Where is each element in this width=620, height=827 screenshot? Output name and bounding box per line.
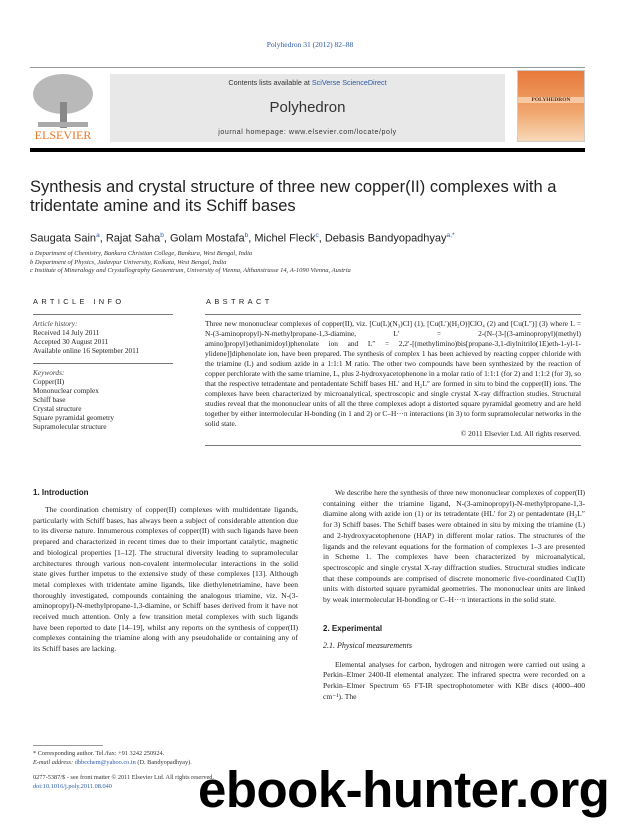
divider	[33, 745, 103, 746]
affil-link[interactable]: a	[96, 232, 100, 239]
divider	[33, 314, 173, 315]
subsection-heading: 2.1. Physical measurements	[323, 640, 413, 650]
affil-link[interactable]: b	[160, 232, 164, 239]
keywords-label: Keywords:	[33, 368, 65, 377]
divider	[30, 148, 585, 152]
affiliations	[30, 250, 590, 276]
cover-title: POLYHEDRON	[518, 97, 584, 103]
author-list: Saugata Sain$^a$, Rajat Saha$^b$, Golam Mostafa$^b$, Michel Fleck$^c$, Debasis Bandyopadhyay$^{a,*}$	[30, 232, 455, 245]
history-label: Article history:	[33, 319, 78, 328]
journal-header	[110, 74, 505, 142]
paragraph: We describe here the synthesis of three new mononuclear complexes of copper(II) containing either the triamine ligand, N-(3-aminopropyl)-N-methylpropane-1,3-diamine along with azide ion (1) or its tetradentate (HL′ for 2) or pentadentate (H₂L″ for 3) Schiff bases. The Schiff bases were obtained in situ by mixing the triamine (L) and 2-hydroxyacetophenone (HAP) in different molar ratios. The structures of the ligands and the relevant equations for the formation of complexes 1–3 are presented in Scheme 1. The complexes have been characterized by microanalytical, spectroscopic and single crystal X-ray diffraction studies. Structural studies indicate that these compounds are comprised of discrete monomeric five-coordinated Cu(II) units with distorted square pyramidal geometries. The mononuclear units are linked by weak intermolecular H-bonding or C–H···π interactions in the solid state.	[323, 488, 585, 605]
divider	[33, 363, 173, 364]
article-info	[33, 314, 173, 431]
divider	[205, 314, 581, 315]
keyword: Square pyramidal geometry	[33, 413, 115, 422]
author: Debasis Bandyopadhyay	[324, 232, 447, 245]
watermark: ebook-hunter.org	[198, 761, 610, 818]
divider	[205, 445, 581, 446]
journal-homepage[interactable]: journal homepage: www.elsevier.com/locate/poly	[218, 129, 397, 136]
keyword: Mononuclear complex	[33, 386, 99, 395]
affiliation: a Department of Chemistry, Bankura Christian College, Bankura, West Bengal, India	[30, 250, 253, 257]
author: Saugata Sain	[30, 232, 97, 245]
corresponding-author: * Corresponding author. Tel./fax: +91 3242 250924.	[33, 750, 165, 757]
elsevier-logo	[28, 72, 98, 142]
abstract-heading: ABSTRACT	[206, 297, 273, 306]
right-column	[323, 488, 585, 703]
section-heading: 2. Experimental	[323, 623, 383, 633]
affil-link[interactable]: a,*	[446, 232, 455, 239]
section-heading: 1. Introduction	[33, 488, 89, 497]
history-item: Available online 16 September 2011	[33, 346, 140, 355]
abstract	[205, 314, 581, 446]
author: Michel Fleck	[254, 232, 316, 245]
issn-line: 0277-5387/$ - see front matter © 2011 Elsevier Ltd. All rights reserved.	[33, 774, 214, 781]
history-item: Received 14 July 2011	[33, 328, 100, 337]
email-link[interactable]: dbbcchem@yahoo.co.in	[74, 759, 136, 766]
tree-icon	[28, 72, 98, 142]
affil-link[interactable]: c	[315, 232, 319, 239]
journal-reference[interactable]: Polyhedron 31 (2012) 82–88	[266, 40, 354, 49]
author: Golam Mostafa	[170, 232, 245, 245]
keyword: Supramolecular structure	[33, 422, 107, 431]
keyword: Copper(II)	[33, 377, 65, 386]
keyword: Crystal structure	[33, 404, 82, 413]
contents-line	[110, 78, 505, 87]
email-suffix: (D. Bandyopadhyay).	[135, 759, 192, 766]
journal-name: Polyhedron	[269, 99, 346, 116]
affiliation: c Institute of Mineralogy and Crystallography Geozentrum, University of Vienna, Althanstrasse 14, A-1090 Vienna, Austria	[30, 267, 351, 274]
paragraph: The coordination chemistry of copper(II) complexes with multidentate ligands, particularly with Schiff bases, has always been a subject of considerable attention due to its diverse nature. Innumerous complexes of copper(II) with such ligands have been prepared and characterized in recent times due to their important catalytic, magnetic and biological properties [1–12]. The structural diversity leading to supramolecular architectures through various non-covalent intermolecular interactions in the solid state gives further impetus to the extensive study of these complexes [13]. Although metal complexes with tridentate amine ligands, like diethylenetriamine, have been thoroughly investigated, compounds containing the analogous triamine, viz. N-(3-aminopropyl)-N-methylpropane-1,3-diamine, or Schiff bases derived from it have not received much attention. Only a few transition metal complexes with such ligands have been reported to date [14–19], whilst any reports on the synthesis of copper(II) complexes containing the triamine along with any pseudohalide or containing any of its Schiff bases are lacking.	[33, 505, 298, 654]
paragraph: Elemental analyses for carbon, hydrogen and nitrogen were carried out using a Perkin–Elmer 2400-II elemental analyzer. The infrared spectra were recorded on a Perkin–Elmer Spectrum 65 FT-IR spectrophotometer with KBr discs (4000–400 cm⁻¹). The	[323, 659, 585, 701]
keyword: Schiff base	[33, 395, 66, 404]
svg-text:ELSEVIER: ELSEVIER	[34, 128, 92, 142]
author: Rajat Saha	[105, 232, 161, 245]
article-info-heading: ARTICLE INFO	[33, 297, 125, 306]
history-item: Accepted 30 August 2011	[33, 337, 109, 346]
abstract-copyright: © 2011 Elsevier Ltd. All rights reserved.	[460, 429, 581, 438]
sciencedirect-link[interactable]: SciVerse ScienceDirect	[311, 78, 387, 87]
affil-link[interactable]: b	[244, 232, 249, 239]
journal-cover	[517, 70, 585, 142]
divider	[30, 67, 585, 68]
article-title: Synthesis and crystal structure of three new copper(II) complexes with a tridentate amine and its Schiff bases	[30, 178, 557, 215]
abstract-text: Three new mononuclear complexes of copper(II), viz. [Cu(L)(N₃)Cl] (1), [Cu(L′)(H₂O)]ClO₄ (2) and [Cu(L″)] (3) where L = N-(3-aminopropyl)-N-methylpropane-1,3-diamine, L′ = 2-(N-{3-[(3-aminopropyl)(methyl) amino]propyl}ethanimidoyl)phenolate ion and L″ = 2,2′-[(methylimino)bis[propane-3,1-diylnitrilo(1E)eth-1-yl-1-ylidene]]diphenolate ion, have been prepared. The synthesis of complex 1 has been achieved by reacting copper chloride with the triamine (L) and sodium azide in a 1:1:1 M ratio. The other two compounds have been synthesized by the reaction of copper perchlorate with the same triamine, L, plus 2-hydroxyacetophenone in a molar ratio of 1:1:1 (for 2) and 1:1:2 (for 3), so that the respective tetradentate and pentadentate Schiff bases HL′ and H₂L″ are formed in situ to bind the copper(II) ions. The complexes have been characterized by microanalytical, spectroscopic and single crystal X-ray diffraction studies. Structural studies reveal that the mononuclear units of all the three complexes adopt a distorted square pyramidal geometry and are held together by either intermolecular H-bonding (in 1 and 2) or C–H···π interactions (in 3) to form supramolecular networks in the solid state.	[205, 319, 581, 428]
doi-link[interactable]: doi:10.1016/j.poly.2011.08.040	[33, 783, 112, 790]
contents-prefix: Contents lists available at	[228, 78, 312, 87]
left-column	[33, 488, 298, 655]
email-label: E-mail address:	[33, 759, 75, 766]
affiliation: b Department of Physics, Jadavpur University, Kolkata, West Bengal, India	[30, 258, 227, 266]
